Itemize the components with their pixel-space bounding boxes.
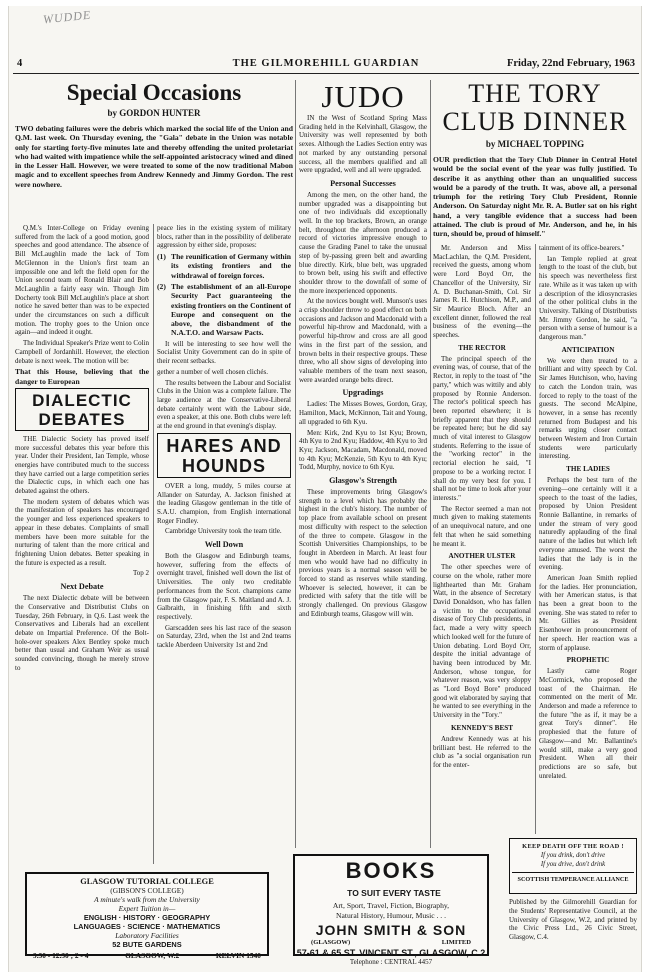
advert-city: GLASGOW, W.2	[125, 951, 180, 960]
advert-line: GLASGOW TUTORIAL COLLEGE	[80, 877, 214, 886]
article-paragraph: Garscadden sees his last race of the season on Saturday, 23rd, when the 1st and 2nd teams tackle Aberdeen University 1st and 2nd	[157, 623, 291, 650]
advert-hours: 9.30 - 12.30 ; 2 - 4	[33, 951, 89, 960]
hares-hounds-heading: HARES AND HOUNDS	[157, 433, 291, 478]
newspaper-title: THE GILMOREHILL GUARDIAN	[232, 58, 420, 69]
bookseller-name: JOHN SMITH & SON	[315, 922, 467, 938]
advert-line: A minute's walk from the University	[94, 895, 200, 904]
advert-line: LANGUAGES · SCIENCE · MATHEMATICS	[73, 922, 221, 931]
article-paragraph: Men: Kirk, 2nd Kyu to 1st Kyu; Brown, 4th Kyu to 2nd Kyu; Haddow, 4th Kyu to 3rd Kyu; Jackson, Macadam, Macdonald, moved to 4th Kyu; McKenzie, 5th Kyu to 4th Kyu; Todd, Murphy, novice to 6th Kyu.	[299, 428, 427, 472]
advert-footer-row	[33, 951, 261, 960]
bookseller-address: 57-61 & 65 ST. VINCENT ST., GLASGOW, C.2	[296, 948, 486, 958]
page-number: 4	[17, 58, 23, 69]
column-1	[15, 224, 149, 864]
article-paragraph: The principal speech of the evening was, of course, that of the Rector, in reply to the toast of "the party," which was wittily and ably proposed by Ronnie Anderson. The rector's political speech has been reported elsewhere; it is briefly apparent that they should be repeated here; but he did say much of vital interest to Glasgow students. Referring to the issue of the "working rector" in the rectorial election he said, "I propose to be a working rector. I shall do my very best for you. I shall not be time to look after your interests."	[433, 354, 531, 502]
article-paragraph: Cambridge University took the team title.	[165, 527, 282, 536]
books-headline	[295, 859, 487, 901]
article-paragraph: Both the Glasgow and Edinburgh teams, however, suffering from the effects of overnight travel, finished well down the list of Universities. The only two creditable performances from the Scot. champions came from the Glasgow pair, F. S. Maitland and A. J. Galbraith, in finishing fifth and sixth respectively.	[157, 552, 291, 621]
books-advert	[293, 854, 489, 966]
article-paragraph: THE Dialectic Society has proved itself more successful debates this year before this year. Under their President, Ian Temple, whose energies have contributed much to the success they have carried out a large competition series the Dialectic cups, in which each one has debated against the others.	[15, 434, 149, 496]
tory-dinner-head	[433, 80, 637, 240]
advert-line: 52 BUTE GARDENS	[112, 940, 182, 949]
tory-subhead: THE LADIES	[566, 465, 610, 474]
article-paragraph: OVER a long, muddy, 5 miles course at Allander on Saturday, A. Jackson finished at the leading Glasgow gentleman in the title of S.A.U. champion, from English international Roger Findley.	[157, 481, 291, 525]
column-rule	[535, 244, 536, 834]
advert-phone: KELVIN 1540	[215, 951, 261, 960]
library-stamp: WUDDE	[42, 7, 92, 27]
tory-subhead: PROPHETIC	[566, 656, 610, 665]
bookseller-sub: (GLASGOW) LIMITED	[311, 939, 471, 946]
column-2	[157, 224, 291, 864]
tory-dinner-title: THE TORY CLUB DINNER	[442, 80, 628, 136]
newspaper-page	[8, 6, 642, 972]
temperance-advert	[509, 838, 637, 894]
article-paragraph: Among the men, on the other hand, the number upgraded was a disappointing but one of two individuals did exceptionally well. In the top brackets, Brown, an orange belt, throughout the afternoon produced a record of victories impressive enough to cause the Grading Panel to take the unusual step of by-passing green belt and awarding blue directly. Kirk, blue belt, was upgraded to brown belt, using his swift and effective shoulder throw to the downfall of some of the more inexperienced opponents.	[299, 190, 427, 295]
column-judo	[299, 80, 427, 848]
advert-line: Natural History, Humour, Music . . .	[336, 910, 446, 920]
article-paragraph: The next Dialectic debate will be between the Conservative and Distributist Clubs on Tuesday, 26th February, in Q.6. Last week the Conservatives and Liberals had an excellent debate on Impartial Preference. Of the Bolt-hole-over speakers Alex Bentley spoke much better than usual and Graham Weir as usual sounded convincing, though he merely strove to	[15, 594, 149, 672]
tory-subhead: KENNEDY'S BEST	[450, 723, 514, 732]
special-occasions-head	[15, 80, 293, 220]
judo-subhead: Personal Successes	[330, 178, 396, 188]
column-rule	[295, 80, 296, 848]
article-paragraph: The Individual Speaker's Prize went to Colin Campbell of Jordanhill. However, the election debate is next week. The motion will be:	[15, 339, 149, 365]
tutorial-college-advert	[25, 872, 269, 960]
article-paragraph: Lastly came Roger McCormick, who proposed the toast of the Chairman. He commented on the merit of Mr. Anderson and made a reference to the future "the as if, it may be a great Tory's dinner". He prophesied that the future of Glasgow—and Mr. Ballantine's would still, make a very good President. When all their predictions are so safe, but unrelated.	[539, 667, 637, 780]
dialectic-heading: DIALECTIC DEBATES	[15, 388, 149, 431]
bookseller-phone: Telephone : CENTRAL 4457	[349, 958, 433, 966]
tory-dinner-lead: OUR prediction that the Tory Club Dinner in Central Hotel would be the social event of the year was fully justified. To describe it as anything other than an unqualified success would be a parody of the truth. It was, above all, a personal triumph for the retiring Tory Club President, Ronnie Anderson. On Saturday night Mr. R. A. Butler sat on his right hand, a very tangible evidence that a success had been attained. The club is proud of Mr. Anderson, and he, in his turn, should be, proud of himself."	[433, 155, 637, 239]
motion-item-1: (1) The reunification of Germany within its existing frontiers and the withdrawal of foreign forces.	[157, 252, 291, 280]
article-paragraph: The modern system of debates which was the manifestation of speakers has encouraged the younger and less experienced speakers to appear in these debates. Complaints of small members have been more suitable for the nurturing of talent than the more critical and frightening Union debates. Better speaking in the future is expected as a result.	[15, 497, 149, 567]
column-rule	[430, 80, 431, 848]
advert-line: If you drink, don't drive	[540, 852, 606, 859]
judo-title: JUDO	[321, 80, 405, 114]
article-paragraph: The other speeches were of course on the whole, rather more lighthearted than Mr. Graham Watt, in the absence of Secretary David Donaldson, who has fallen a victim to the occupational disease of Tory Club presidents, in fact, made a very witty speech which looked well for the future of Union debating. Lord Boyd Orr, despite the initial advantage of having been introduced by Mr. Anderson, whose tongue, for whatever reason, was very sloppy as "Lord Boyd Bore" produced good wit elaborated by saying that he wanted to see everything in the University in the "Tory."	[433, 563, 531, 720]
article-paragraph: IN the West of Scotland Spring Mass Grading held in the Kelvinhall, Glasgow, the University was well represented by both sexes. Although the Ladies Section entry was not marked by any outstanding personal success, all the members qualified and all were upgraded, well and all were upgraded.	[299, 114, 427, 175]
column-4	[433, 244, 531, 848]
article-paragraph: peace lies in the existing system of military blocs, rather than in the possibility of deliberate aggression by either side, proposes:	[157, 224, 291, 250]
article-paragraph: Mr. Anderson and Miss MacLachlan, the Q.M. President, received the guests, among whom were Lord Boyd Orr, the Chancellor of the University, Sir A. D. Buchanan-Smith, Col. Sir James R. H. Hutchison, M.P., and Sir Maurice Bloch. After an excellent dinner, followed the real business of the evening—the speeches.	[433, 244, 531, 340]
advert-line: Art, Sport, Travel, Fiction, Biography,	[332, 901, 450, 910]
books-suffix: TO SUIT EVERY TASTE	[347, 888, 441, 898]
advert-line: Laboratory Facilities	[115, 931, 179, 940]
tory-subhead: ANTICIPATION	[561, 345, 615, 354]
advert-line: (GIBSON'S COLLEGE)	[110, 886, 184, 895]
next-debate-subhead: Next Debate	[60, 582, 104, 592]
article-paragraph: We were then treated to a brilliant and witty speech by Col. Sir James Hutchison, who, having to catch the London train, was forced to reply to the toast of the guests. The second McAlpine, however, in a sense has recently returned from Budapest and his remarks urging closer contact between Western and Iron Curtain students were particularly interesting.	[539, 356, 637, 461]
publisher-imprint: Published by the Gilmorehill Guardian for the Students' Representative Council, at the University of Glasgow, W.2, and printed by the Civic Press Ltd., 26 Civic Street, Glasgow, C.4.	[509, 898, 637, 942]
special-occasions-lead: TWO debating failures were the debris which marked the social life of the Union and Q.M. last week. On Thursday evening, the "Gala" debate in the Union was notable only for starting forty-five minutes late and thereby offending the united proletariat who had waited with impatience while the self-appointed aristocracy wined and dined in the Lesser Hall. However, we were treated to some of the now traditional Mabon magic and to excellent speeches from Andrew Kennedy and Jimmy Gordon. The rest were nowhere.	[15, 124, 293, 189]
advert-line: If you drive, don't drink	[540, 861, 606, 868]
special-occasions-byline: by GORDON HUNTER	[107, 108, 201, 118]
article-paragraph: Andrew Kennedy was at his brilliant best. He referred to the club as "a social organisation run for the enter-	[433, 734, 531, 769]
tory-subhead: ANOTHER ULSTER	[448, 552, 516, 561]
motion-item-2: (2) The establishment of an all-Europe Security Pact guaranteeing the existing frontiers on the Continent of Europe and consequent on the above, the disbandment of the N.A.T.O. and Warsaw Pacts.	[157, 282, 291, 338]
books-head: BOOKS	[345, 858, 437, 883]
article-paragraph: It will be interesting to see how well the Socialist Unity Government can do in spite of their recent setbacks.	[157, 339, 291, 366]
article-paragraph: Ian Temple replied at great length to the toast of the club, but his speech was nevertheless first rate. While as it was taken up with a description of the idiosyncrasies of the other political clubs in the University. Talking of Distributists Mr. Jimmy Gordon, he said, "a person with a sense of humour is a dangerous man."	[539, 254, 637, 342]
article-paragraph: These improvements bring Glasgow's strength to a level which has probably the highest in the club's history. The number of top place from available school on present most difficulty with respect to the selection of the three to compete. Glasgow in the Scottish Universities Championships, to be fought in Aberdeen in March. At least four men who would have had no difficulty in previous years is a normal season will be forced to stand as reserves while standing. Whoever is selected, however, it can be predicted with safety that the title will be strongly challenged. On previous Glasgow and Edinburgh teams, Glasgow will win.	[299, 488, 427, 618]
advert-line: ENGLISH · HISTORY · GEOGRAPHY	[83, 913, 211, 922]
debate-motion: That this House, believing that the danger to European	[15, 367, 149, 386]
article-paragraph: American Joan Smith replied for the ladies. Her pronunciation, with her American status, is that has been a great boon to the evening. She was stated to refer to Mr. Gillies as President Eisenhower in pronouncement of her speech. Her reaction was a storm of applause.	[539, 573, 637, 652]
article-paragraph: At the novices bought well. Munson's uses a crisp shoulder throw to good effect on both occasions and Jackson and Macdonald with a powerful hip-throw and Macdonald, with a powerful hip-throw and cross are all good wins in the first part of the session, and brown belts in their respective groups. These three, who all show signs of developing into valuable members of the team next season, were awarded orange belts direct.	[299, 297, 427, 384]
advert-line: Expert Tuition in—	[118, 904, 176, 913]
judo-subhead: Glasgow's Strength	[329, 476, 397, 486]
article-paragraph: Q.M.'s Inter-College on Friday evening suffered from the lack of a good motion, good speeches and good attendance. The absence of Bill McLaughlin made the lack of Tom McGlennon in the Union's first team an impossible one and left the field open for the Union second team of Ronald Blair and Bob McLaughlin a fairly easy win. Though Jim Docherty took Bill McLaughlin's place at short notice he saved better than was to be expected under the circumstances on such a difficult motion. The trophy goes to the Union once again—and indeed it ought.	[15, 224, 149, 337]
masthead	[13, 56, 639, 74]
issue-date: Friday, 22nd February, 1963	[506, 58, 635, 69]
continued-note: Top 2	[132, 569, 149, 578]
well-down-subhead: Well Down	[204, 540, 244, 550]
article-paragraph: The Rector seemed a man not much given to making statements of an unequivocal nature, and one felt that when he said something he meant it.	[433, 504, 531, 548]
article-paragraph: The results between the Labour and Socialist Clubs in the Union was a complete failure. The large audience at the Conservative-Liberal debate certainly went with the Labour side, even a speaker, at this one. Both clubs were left at the end ground in that evening's display.	[157, 378, 291, 431]
column-rule	[153, 224, 154, 864]
advert-line: KEEP DEATH OFF THE ROAD !	[522, 843, 624, 850]
tory-dinner-byline: by MICHAEL TOPPING	[485, 139, 585, 149]
column-5	[539, 244, 637, 834]
article-paragraph: Ladies: The Misses Bowes, Gordon, Gray, Hamilton, Mack, McKinnon, Tait and Young, all upgraded to 6th Kyu.	[299, 400, 427, 426]
article-paragraph: tainment of its office-bearers."	[539, 244, 625, 252]
advert-line: SCOTTISH TEMPERANCE ALLIANCE	[512, 872, 634, 884]
article-paragraph: gether a number of well chosen clichés.	[157, 367, 268, 376]
article-paragraph: Perhaps the best turn of the evening—one certainly will it a speech to the toast of the ladies, proposed by Union President Ronnie Ballantine, in remarks of under the stream of very good naturedly applauding of the final nature of the ladies but which left everyone amused. The worst the ladies that the lady is in the evening.	[539, 476, 637, 572]
special-occasions-title: Special Occasions	[66, 80, 242, 105]
tory-subhead: THE RECTOR	[458, 343, 506, 352]
judo-subhead: Upgradings	[342, 388, 384, 398]
